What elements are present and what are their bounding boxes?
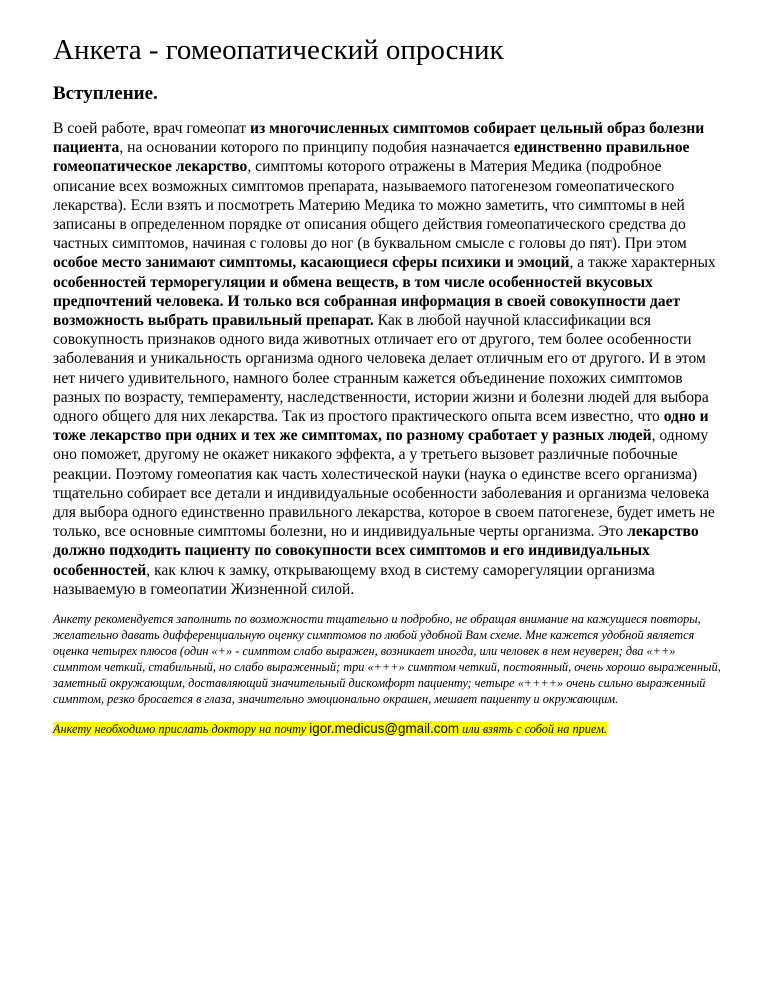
intro-bold: особенностей терморегуляции и обмена веществ, в том числе особенностей вкусовых предпочтений человека. И только вся собранная информация в своей совокупности дает возможность выбрать правильный препарат. bbox=[53, 273, 681, 330]
intro-bold: особое место занимают симптомы, касающиеся сферы психики и эмоций bbox=[53, 254, 570, 272]
intro-bold: единственно правильное гомеопатическое лекарство bbox=[53, 139, 690, 176]
intro-text: , как ключ к замку, открывающему вход в систему саморегуляции организма называемую в гомеопатии Жизненной силой. bbox=[53, 561, 655, 598]
intro-text: Как в любой научной классификации вся совокупность признаков одного вида животных отличает его от другого, тем более особенности заболевания и уникальность организма одного человека делает отличным его от другого. И в этом нет ничего удивительного, намного более странным кажется объединение похожих симптомов разных по возрасту, темпераменту, наследственности, истории жизни и болезни людей для выбора одного общего для них лекарства. Так из простого практического опыта всем известно, что bbox=[53, 312, 709, 426]
intro-bold: лекарство должно подходить пациенту по совокупности всех симптомов и его индивидуальных особенностей bbox=[53, 523, 699, 579]
contact-note bbox=[53, 721, 723, 737]
contact-text-before: Анкету необходимо прислать доктору на почту bbox=[53, 722, 310, 737]
intro-text: , на основании которого по принципу подобия назначается bbox=[119, 139, 514, 157]
intro-text: , а также характерных bbox=[569, 254, 716, 272]
intro-bold: из многочисленных симптомов собирает цельный образ болезни пациента bbox=[53, 120, 705, 157]
intro-bold: одно и тоже лекарство при одних и тех же симптомах, по разному сработает у разных людей bbox=[53, 408, 709, 445]
document-page bbox=[53, 32, 723, 737]
page-title: Анкета - гомеопатический опросник bbox=[53, 34, 504, 66]
instructions-note: Анкету рекомендуется заполнить по возможности тщательно и подробно, не обращая внимание на кажущиеся повторы, желательно давать дифференциальную оценку симптомов по любой удобной Вам схеме. Мне кажется удобной является оценка четырех плюсов (один «+» - симптом слабо выражен, возникает иногда, или человек в нем неуверен; два «++» симптом четкий, стабильный, но слабо выраженный; три «+++» симптом четкий, постоянный, очень хорошо выраженный, заметный окружающим, доставляющий значительный дискомфорт пациенту; четыре «++++» очень сильно выраженный симптом, резко бросается в глаза, значительно эмоционально окрашен, мешает пациенту и окружающим. bbox=[53, 612, 721, 707]
contact-text-after: или взять с собой на прием. bbox=[459, 722, 607, 737]
intro-text: В соей работе, врач гомеопат bbox=[53, 120, 251, 137]
intro-paragraph bbox=[53, 119, 723, 599]
intro-text: , одному оно поможет, другому не окажет никакого эффекта, а у третьего вызовет различные побочные реакции. Поэтому гомеопатия как часть холестической науки (наука о единстве всего организма) тщательно собирает все детали и индивидуальные особенности заболевания и организма человека для выбора одного единственно правильного лекарства, которое в своем патогенезе, будет иметь не только, все основные симптомы болезни, но и индивидуальные черты организма. Это bbox=[53, 427, 715, 541]
email-link[interactable]: igor.medicus@gmail.com bbox=[309, 721, 460, 737]
intro-text: , симптомы которого отражены в Материя Медика (подробное описание всех возможных симптомов препарата, называемого патогенезом гомеопатического лекарства). Если взять и посмотреть Материю Медика то можно заметить, что симптомы в ней записаны в определенном порядке от описания общего действия гомеопатического средства до частных симптомов, начиная с головы до ног (в буквальном смысле с головы до пят). При этом bbox=[53, 158, 687, 253]
section-heading: Вступление. bbox=[53, 83, 158, 104]
